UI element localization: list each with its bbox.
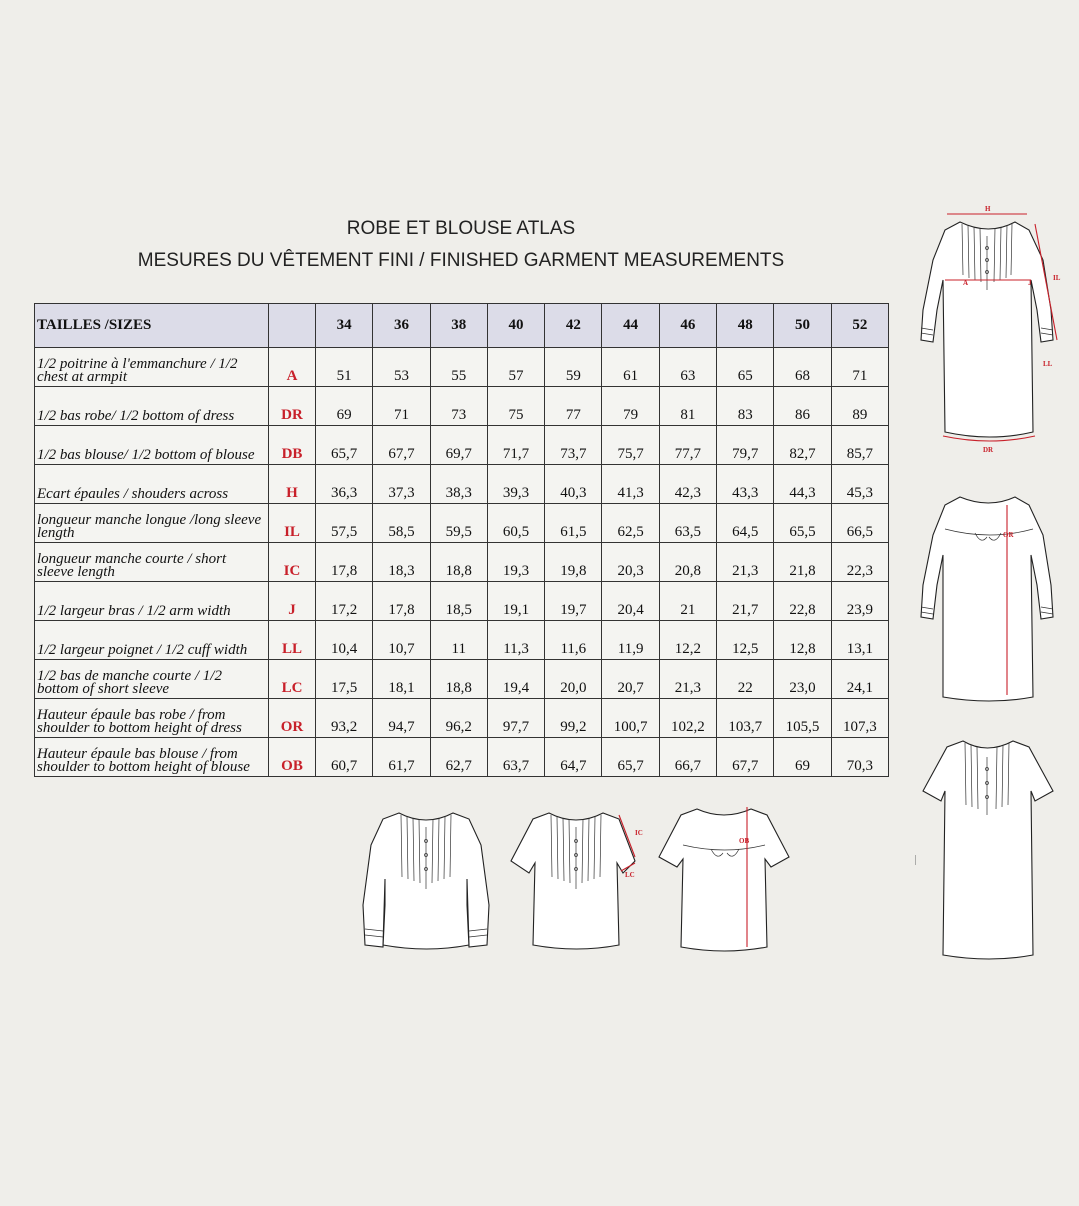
row-label: 1/2 bas de manche courte / 1/2 bottom of short sleeve <box>35 660 269 699</box>
label-il: IL <box>1053 274 1061 282</box>
table-cell: 75,7 <box>602 426 659 465</box>
row-code: A <box>269 348 316 387</box>
table-cell: 86 <box>774 387 831 426</box>
table-cell: 11,3 <box>487 621 544 660</box>
size-header-46: 46 <box>659 304 716 348</box>
size-header-52: 52 <box>831 304 888 348</box>
label-ob: OB <box>739 837 750 845</box>
table-row <box>35 699 889 738</box>
size-header-40: 40 <box>487 304 544 348</box>
table-cell: 17,8 <box>373 582 430 621</box>
row-label: 1/2 poitrine à l'emmanchure / 1/2 chest at armpit <box>35 348 269 387</box>
table-cell: 10,4 <box>316 621 373 660</box>
table-cell: 21,3 <box>717 543 774 582</box>
size-header-42: 42 <box>545 304 602 348</box>
table-cell: 61 <box>602 348 659 387</box>
table-cell: 77,7 <box>659 426 716 465</box>
table-row <box>35 660 889 699</box>
table-cell: 18,8 <box>430 660 487 699</box>
table-cell: 12,2 <box>659 621 716 660</box>
table-cell: 18,1 <box>373 660 430 699</box>
table-cell: 60,5 <box>487 504 544 543</box>
row-label: Ecart épaules / shouders across <box>35 465 269 504</box>
label-lc: LC <box>625 871 635 879</box>
table-row <box>35 543 889 582</box>
row-code: DR <box>269 387 316 426</box>
row-label: 1/2 largeur bras / 1/2 arm width <box>35 582 269 621</box>
table-row <box>35 738 889 777</box>
label-or: OR <box>1003 531 1014 539</box>
table-cell: 21,8 <box>774 543 831 582</box>
row-code: OB <box>269 738 316 777</box>
table-cell: 55 <box>430 348 487 387</box>
blouse-back-sketch <box>655 805 795 955</box>
row-code: LL <box>269 621 316 660</box>
table-cell: 17,8 <box>316 543 373 582</box>
table-cell: 85,7 <box>831 426 888 465</box>
table-cell: 65,7 <box>602 738 659 777</box>
row-code: H <box>269 465 316 504</box>
table-cell: 81 <box>659 387 716 426</box>
table-cell: 77 <box>545 387 602 426</box>
sizes-header: TAILLES /SIZES <box>35 304 269 348</box>
dress-long-sleeve-front-sketch <box>915 200 1065 460</box>
table-cell: 43,3 <box>717 465 774 504</box>
table-cell: 59 <box>545 348 602 387</box>
table-cell: 45,3 <box>831 465 888 504</box>
table-cell: 93,2 <box>316 699 373 738</box>
table-cell: 79 <box>602 387 659 426</box>
table-cell: 67,7 <box>373 426 430 465</box>
table-cell: 12,8 <box>774 621 831 660</box>
size-header-38: 38 <box>430 304 487 348</box>
label-a: A <box>963 279 969 287</box>
table-cell: 100,7 <box>602 699 659 738</box>
table-cell: 73 <box>430 387 487 426</box>
table-cell: 51 <box>316 348 373 387</box>
table-cell: 63,7 <box>487 738 544 777</box>
table-cell: 66,5 <box>831 504 888 543</box>
row-code: J <box>269 582 316 621</box>
table-cell: 70,3 <box>831 738 888 777</box>
table-cell: 79,7 <box>717 426 774 465</box>
table-cell: 65,7 <box>316 426 373 465</box>
table-cell: 71 <box>373 387 430 426</box>
table-cell: 20,4 <box>602 582 659 621</box>
row-label: 1/2 bas blouse/ 1/2 bottom of blouse <box>35 426 269 465</box>
size-table <box>34 303 889 777</box>
table-cell: 11 <box>430 621 487 660</box>
table-cell: 17,2 <box>316 582 373 621</box>
row-label: longueur manche longue /long sleeve length <box>35 504 269 543</box>
label-dr: DR <box>983 446 994 454</box>
table-cell: 61,7 <box>373 738 430 777</box>
table-cell: 20,7 <box>602 660 659 699</box>
table-cell: 99,2 <box>545 699 602 738</box>
table-cell: 61,5 <box>545 504 602 543</box>
table-cell: 105,5 <box>774 699 831 738</box>
table-cell: 42,3 <box>659 465 716 504</box>
table-cell: 19,3 <box>487 543 544 582</box>
chart-subtitle: MESURES DU VÊTEMENT FINI / FINISHED GARMENT MEASUREMENTS <box>137 250 785 271</box>
table-cell: 20,3 <box>602 543 659 582</box>
table-cell: 18,8 <box>430 543 487 582</box>
table-row <box>35 348 889 387</box>
blouse-long-sleeve-sketch <box>355 805 495 955</box>
table-cell: 36,3 <box>316 465 373 504</box>
table-cell: 11,6 <box>545 621 602 660</box>
table-cell: 62,7 <box>430 738 487 777</box>
chart-title: ROBE ET BLOUSE ATLAS <box>346 218 576 239</box>
row-code: IC <box>269 543 316 582</box>
table-cell: 18,5 <box>430 582 487 621</box>
table-cell: 64,5 <box>717 504 774 543</box>
table-cell: 19,4 <box>487 660 544 699</box>
size-header-48: 48 <box>717 304 774 348</box>
table-cell: 69,7 <box>430 426 487 465</box>
row-code: IL <box>269 504 316 543</box>
table-cell: 10,7 <box>373 621 430 660</box>
table-cell: 82,7 <box>774 426 831 465</box>
table-cell: 19,8 <box>545 543 602 582</box>
table-cell: 20,0 <box>545 660 602 699</box>
size-header-34: 34 <box>316 304 373 348</box>
table-cell: 12,5 <box>717 621 774 660</box>
table-cell: 89 <box>831 387 888 426</box>
table-cell: 63 <box>659 348 716 387</box>
table-cell: 66,7 <box>659 738 716 777</box>
table-cell: 73,7 <box>545 426 602 465</box>
table-cell: 57,5 <box>316 504 373 543</box>
table-cell: 13,1 <box>831 621 888 660</box>
table-cell: 41,3 <box>602 465 659 504</box>
table-cell: 18,3 <box>373 543 430 582</box>
table-cell: 20,8 <box>659 543 716 582</box>
table-cell: 75 <box>487 387 544 426</box>
table-cell: 17,5 <box>316 660 373 699</box>
table-cell: 57 <box>487 348 544 387</box>
dress-long-sleeve-back-sketch <box>915 485 1065 710</box>
table-row <box>35 465 889 504</box>
size-header-44: 44 <box>602 304 659 348</box>
table-cell: 53 <box>373 348 430 387</box>
table-cell: 68 <box>774 348 831 387</box>
table-cell: 69 <box>774 738 831 777</box>
table-cell: 22,3 <box>831 543 888 582</box>
table-cell: 97,7 <box>487 699 544 738</box>
table-cell: 64,7 <box>545 738 602 777</box>
table-cell: 96,2 <box>430 699 487 738</box>
size-header-50: 50 <box>774 304 831 348</box>
size-header-36: 36 <box>373 304 430 348</box>
table-cell: 21,7 <box>717 582 774 621</box>
table-cell: 38,3 <box>430 465 487 504</box>
label-ll: LL <box>1043 360 1053 368</box>
table-row <box>35 504 889 543</box>
table-row <box>35 582 889 621</box>
table-cell: 60,7 <box>316 738 373 777</box>
row-label: 1/2 bas robe/ 1/2 bottom of dress <box>35 387 269 426</box>
table-cell: 24,1 <box>831 660 888 699</box>
table-cell: 22 <box>717 660 774 699</box>
table-cell: 94,7 <box>373 699 430 738</box>
table-cell: 40,3 <box>545 465 602 504</box>
row-code: OR <box>269 699 316 738</box>
table-cell: 21,3 <box>659 660 716 699</box>
table-row <box>35 426 889 465</box>
row-label: Hauteur épaule bas blouse / from shoulder to bottom height of blouse <box>35 738 269 777</box>
table-cell: 67,7 <box>717 738 774 777</box>
table-cell: 71,7 <box>487 426 544 465</box>
table-cell: 11,9 <box>602 621 659 660</box>
table-header-row <box>35 304 889 348</box>
blouse-short-sleeve-sketch <box>505 805 650 955</box>
label-j: J <box>1028 279 1032 287</box>
table-cell: 19,7 <box>545 582 602 621</box>
table-cell: 71 <box>831 348 888 387</box>
table-cell: 59,5 <box>430 504 487 543</box>
table-cell: 62,5 <box>602 504 659 543</box>
dress-short-sleeve-sketch <box>915 735 1065 965</box>
row-code: LC <box>269 660 316 699</box>
table-row <box>35 621 889 660</box>
table-cell: 23,0 <box>774 660 831 699</box>
code-header <box>269 304 316 348</box>
table-cell: 37,3 <box>373 465 430 504</box>
row-code: DB <box>269 426 316 465</box>
table-cell: 69 <box>316 387 373 426</box>
label-h: H <box>985 205 991 213</box>
table-cell: 22,8 <box>774 582 831 621</box>
table-cell: 23,9 <box>831 582 888 621</box>
table-cell: 65,5 <box>774 504 831 543</box>
table-cell: 44,3 <box>774 465 831 504</box>
table-cell: 21 <box>659 582 716 621</box>
row-label: longueur manche courte / short sleeve length <box>35 543 269 582</box>
table-cell: 83 <box>717 387 774 426</box>
row-label: Hauteur épaule bas robe / from shoulder to bottom height of dress <box>35 699 269 738</box>
row-label: 1/2 largeur poignet / 1/2 cuff width <box>35 621 269 660</box>
table-cell: 39,3 <box>487 465 544 504</box>
table-cell: 107,3 <box>831 699 888 738</box>
table-cell: 63,5 <box>659 504 716 543</box>
table-cell: 102,2 <box>659 699 716 738</box>
table-cell: 19,1 <box>487 582 544 621</box>
table-cell: 58,5 <box>373 504 430 543</box>
table-cell: 103,7 <box>717 699 774 738</box>
label-ic: IC <box>635 829 643 837</box>
table-row <box>35 387 889 426</box>
table-cell: 65 <box>717 348 774 387</box>
